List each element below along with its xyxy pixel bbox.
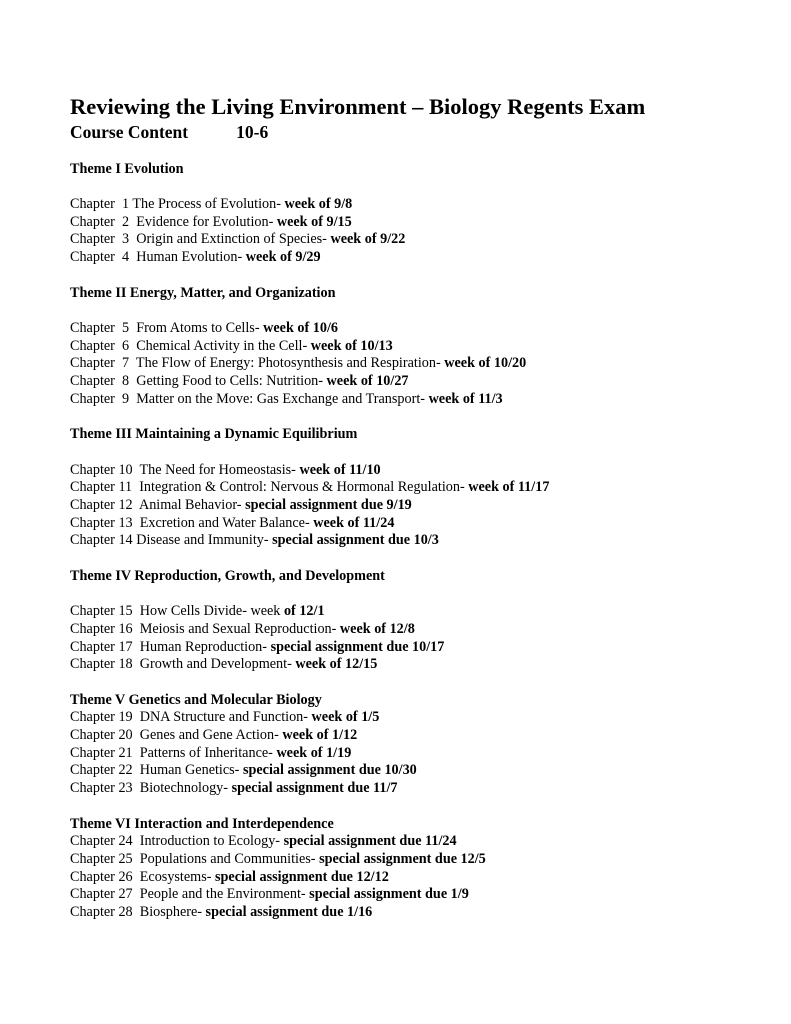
spacer [70,674,770,692]
chapter-due-date: of 12/1 [283,603,325,620]
chapter-due-date: special assignment due 10/30 [242,762,417,779]
chapter-due-date: week of 10/20 [444,355,527,372]
chapter-title: Chapter 7 The Flow of Energy: Photosynthesis and Respiration- [70,355,445,372]
chapter-due-date: week of 11/3 [428,390,503,407]
chapter-due-date: special assignment due 12/12 [215,868,389,885]
chapter-title: Chapter 23 Biotechnology- [70,780,232,797]
spacer [70,267,770,285]
chapter-line [70,249,770,267]
chapter-line [70,231,770,249]
spacer [70,302,770,320]
chapter-line [70,886,770,904]
theme-heading: Theme VI Interaction and Interdependence [70,815,334,832]
course-code: 10-6 [236,122,269,142]
chapter-due-date: week of 1/19 [276,744,352,761]
chapter-line [70,904,770,922]
chapter-line [70,497,770,515]
chapter-title: Chapter 2 Evidence for Evolution- [70,213,277,230]
chapter-title: Chapter 28 Biosphere- [70,904,206,921]
chapter-due-date: special assignment due 1/16 [205,904,373,921]
chapter-line [70,373,770,391]
chapter-title: Chapter 26 Ecosystems- [70,868,215,885]
chapter-due-date: week of 12/15 [295,656,378,673]
chapter-due-date: special assignment due 9/19 [245,496,412,513]
chapter-title: Chapter 25 Populations and Communities- [70,850,320,867]
chapter-due-date: week of 10/6 [263,319,338,336]
chapter-line [70,621,770,639]
spacer [70,444,770,462]
chapter-title: Chapter 15 How Cells Divide- week [70,603,284,620]
spacer [70,798,770,816]
chapter-title: Chapter 19 DNA Structure and Function- [70,709,312,726]
chapter-title: Chapter 9 Matter on the Move: Gas Exchange and Transport- [70,390,429,407]
chapter-line [70,338,770,356]
chapter-title: Chapter 11 Integration & Control: Nervous & Hormonal Regulation- [70,479,469,496]
chapter-due-date: week of 11/24 [313,514,395,531]
theme-heading: Theme V Genetics and Molecular Biology [70,691,322,708]
chapter-due-date: week of 11/17 [468,479,550,496]
chapter-title: Chapter 18 Growth and Development- [70,656,296,673]
theme-heading: Theme III Maintaining a Dynamic Equilibrium [70,426,358,443]
document-page [70,93,770,922]
chapter-due-date: week of 9/22 [330,231,406,248]
chapter-title: Chapter 20 Genes and Gene Action- [70,727,283,744]
page-title: Reviewing the Living Environment – Biology Regents Exam [70,94,646,119]
chapter-title: Chapter 6 Chemical Activity in the Cell- [70,337,311,354]
spacer [70,585,770,603]
chapter-due-date: special assignment due 10/3 [272,532,439,549]
chapter-due-date: special assignment due 12/5 [319,850,486,867]
chapter-due-date: week of 9/29 [245,249,321,266]
chapter-line [70,762,770,780]
chapter-line [70,851,770,869]
theme-list [70,161,770,922]
chapter-line [70,869,770,887]
chapter-title: Chapter 3 Origin and Extinction of Species- [70,231,331,248]
chapter-title: Chapter 27 People and the Environment- [70,886,310,903]
chapter-line [70,214,770,232]
chapter-line [70,532,770,550]
theme-heading: Theme I Evolution [70,160,184,177]
course-content-label: Course Content [70,122,189,142]
chapter-due-date: week of 10/13 [310,337,393,354]
chapter-due-date: week of 9/15 [276,213,352,230]
chapter-line [70,639,770,657]
spacer [70,143,770,161]
chapter-title: Chapter 1 The Process of Evolution- [70,196,285,213]
chapter-line [70,780,770,798]
chapter-line [70,833,770,851]
chapter-line [70,320,770,338]
chapter-line [70,656,770,674]
chapter-due-date: special assignment due 11/24 [283,833,457,850]
chapter-line [70,603,770,621]
chapter-line [70,479,770,497]
chapter-title: Chapter 12 Animal Behavior- [70,496,246,513]
chapter-line [70,745,770,763]
chapter-title: Chapter 4 Human Evolution- [70,249,246,266]
chapter-title: Chapter 10 The Need for Homeostasis- [70,461,300,478]
course-content-line [70,121,770,143]
chapter-title: Chapter 22 Human Genetics- [70,762,243,779]
chapter-title: Chapter 8 Getting Food to Cells: Nutrition- [70,373,327,390]
chapter-line [70,727,770,745]
chapter-due-date: week of 9/8 [284,196,353,213]
chapter-title: Chapter 24 Introduction to Ecology- [70,833,284,850]
chapter-due-date: week of 12/8 [339,620,415,637]
spacer [70,408,770,426]
chapter-due-date: week of 11/10 [299,461,381,478]
chapter-due-date: week of 1/5 [311,709,380,726]
chapter-line [70,462,770,480]
theme-heading: Theme IV Reproduction, Growth, and Development [70,567,385,584]
chapter-title: Chapter 14 Disease and Immunity- [70,532,273,549]
chapter-due-date: week of 1/12 [282,727,358,744]
spacer [70,550,770,568]
chapter-title: Chapter 16 Meiosis and Sexual Reproduction- [70,620,340,637]
chapter-line [70,709,770,727]
chapter-line [70,196,770,214]
chapter-title: Chapter 13 Excretion and Water Balance- [70,514,314,531]
chapter-title: Chapter 21 Patterns of Inheritance- [70,744,277,761]
chapter-title: Chapter 5 From Atoms to Cells- [70,319,264,336]
chapter-due-date: special assignment due 11/7 [231,780,398,797]
chapter-line [70,391,770,409]
chapter-due-date: special assignment due 1/9 [309,886,469,903]
theme-heading: Theme II Energy, Matter, and Organization [70,284,336,301]
chapter-due-date: week of 10/27 [326,373,409,390]
spacer [70,178,770,196]
chapter-title: Chapter 17 Human Reproduction- [70,638,271,655]
chapter-line [70,355,770,373]
chapter-due-date: special assignment due 10/17 [270,638,445,655]
chapter-line [70,515,770,533]
